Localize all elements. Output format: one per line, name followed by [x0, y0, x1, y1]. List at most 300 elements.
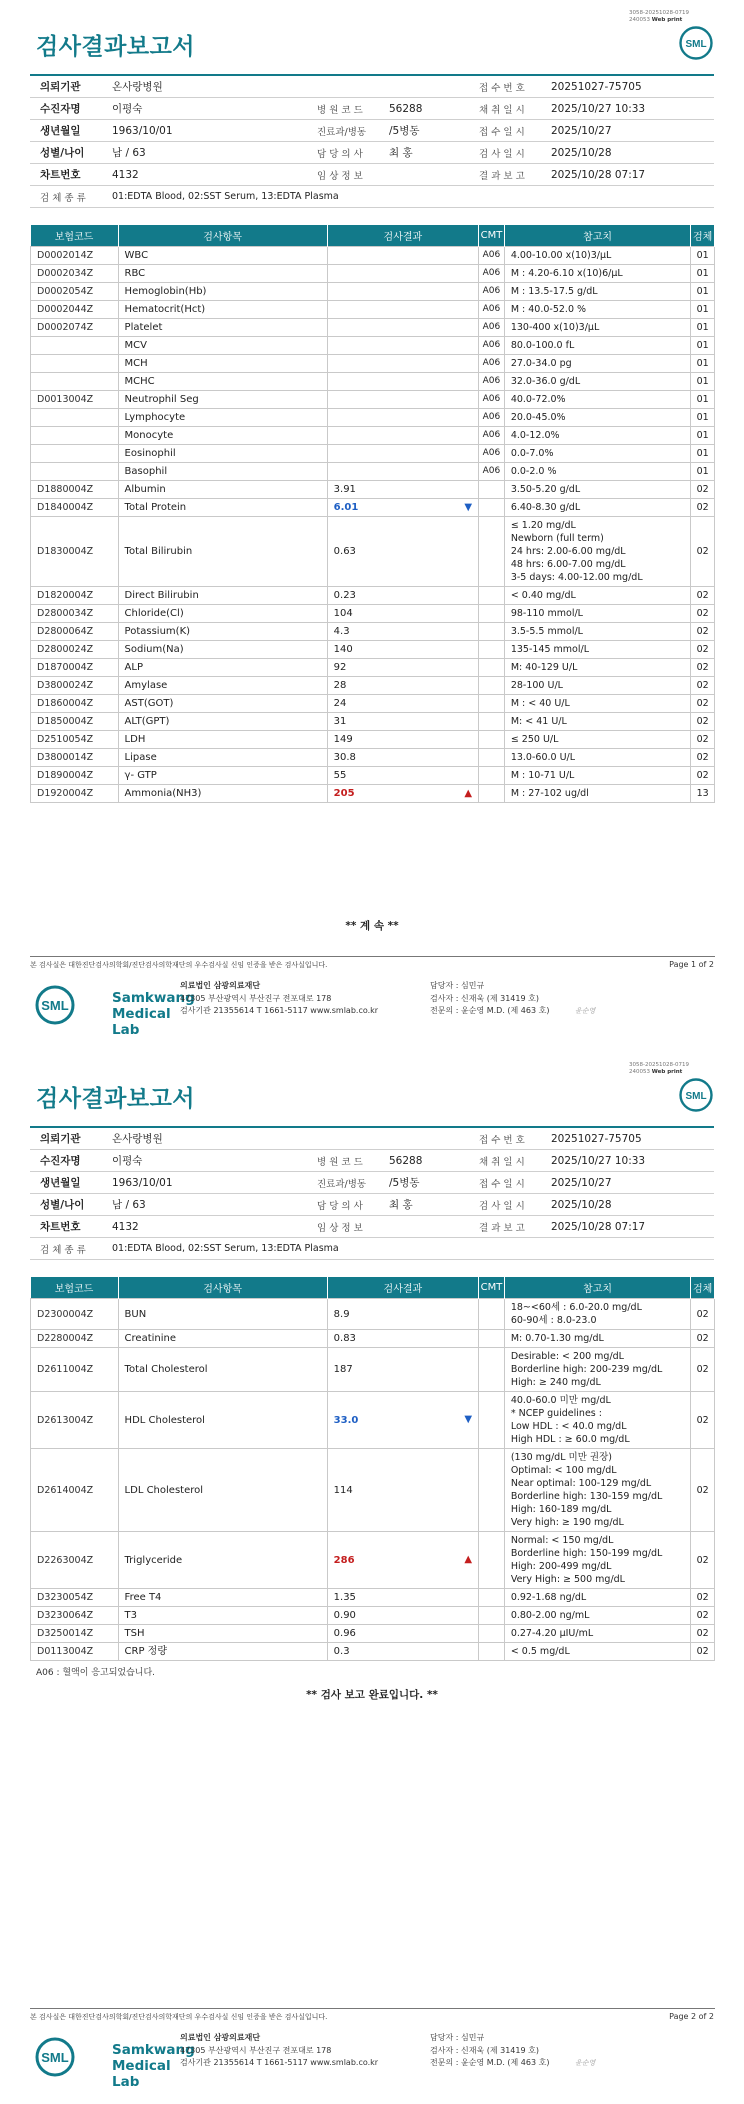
reference-line: ≤ 1.20 mg/dL [510, 520, 576, 531]
reference-line: Very high: ≥ 190 mg/dL [510, 1517, 624, 1528]
cell-result [327, 641, 478, 659]
cell-item: Chloride(Cl) [118, 605, 327, 623]
svg-text:SML: SML [685, 39, 707, 50]
cell-code: D1860004Z [31, 695, 119, 713]
result-value: 6.01 [333, 502, 359, 513]
cell-cmt [479, 731, 505, 749]
label-hcode: 병 원 코 드 [307, 98, 379, 120]
table-row [31, 355, 715, 373]
cell-item: Ammonia(NH3) [118, 785, 327, 803]
cell-cmt [479, 1589, 505, 1607]
value-received: 2025/10/27 [541, 1172, 714, 1194]
result-value: 92 [333, 662, 347, 673]
cell-item: Albumin [118, 481, 327, 499]
header-specimen: 검체 [691, 225, 715, 247]
cell-code: D0002034Z [31, 265, 119, 283]
cell-item: Direct Bilirubin [118, 587, 327, 605]
high-flag-icon: ▲ [464, 787, 473, 799]
cell-reference [504, 283, 690, 301]
cell-specimen: 02 [691, 641, 715, 659]
cell-result [327, 247, 478, 265]
cell-item: Total Bilirubin [118, 517, 327, 587]
reference-line: 135-145 mmol/L [510, 644, 589, 655]
report-title: 검사결과보고서 [36, 1086, 196, 1112]
cell-cmt [479, 1392, 505, 1449]
table-row [31, 677, 715, 695]
cell-cmt [479, 1607, 505, 1625]
staff-info [430, 980, 549, 1018]
cell-result [327, 1449, 478, 1532]
cell-reference [504, 1392, 690, 1449]
reference-line: 28-100 U/L [510, 680, 563, 691]
result-value: 0.96 [333, 1628, 356, 1639]
cell-code: D2280004Z [31, 1330, 119, 1348]
cell-specimen: 02 [691, 677, 715, 695]
cell-specimen: 02 [691, 713, 715, 731]
value-test-date: 2025/10/28 [541, 1194, 714, 1216]
cell-code: D0002054Z [31, 283, 119, 301]
cell-result [327, 767, 478, 785]
footer-divider [30, 956, 715, 957]
cell-code [31, 445, 119, 463]
cell-cmt [479, 695, 505, 713]
cell-cmt [479, 1348, 505, 1392]
cell-reference [504, 641, 690, 659]
cell-item: CRP 정량 [118, 1643, 327, 1661]
cell-code [31, 463, 119, 481]
cell-cmt: A06 [479, 301, 505, 319]
cell-reference [504, 785, 690, 803]
reference-line: Borderline high: 130-159 mg/dL [510, 1491, 663, 1502]
cell-specimen: 02 [691, 1392, 715, 1449]
cell-result [327, 1607, 478, 1625]
table-row [31, 1330, 715, 1348]
sml-logo-icon [678, 25, 714, 61]
reference-line: Near optimal: 100-129 mg/dL [510, 1478, 652, 1489]
cell-reference [504, 481, 690, 499]
cell-code [31, 373, 119, 391]
cell-cmt [479, 517, 505, 587]
cell-specimen: 02 [691, 767, 715, 785]
result-value: 3.91 [333, 484, 356, 495]
cell-item: Hematocrit(Hct) [118, 301, 327, 319]
cell-item: Sodium(Na) [118, 641, 327, 659]
cell-reference [504, 1348, 690, 1392]
result-value: 104 [333, 608, 353, 619]
samkwang-logo-icon [34, 984, 76, 1026]
result-value: 0.23 [333, 590, 356, 601]
reference-line: High: 200-499 mg/dL [510, 1561, 612, 1572]
reference-line: 98-110 mmol/L [510, 608, 583, 619]
cell-result [327, 623, 478, 641]
cell-reference [504, 749, 690, 767]
complete-text: ** 검사 보고 완료입니다. ** [306, 1689, 438, 1701]
label-physician: 전문의 : [430, 1006, 459, 1015]
cell-code: D1880004Z [31, 481, 119, 499]
result-value: 55 [333, 770, 347, 781]
reference-line: 60-90세 : 8.0-23.0 [510, 1315, 597, 1326]
reference-line: 27.0-34.0 pg [510, 358, 572, 369]
value-report-date: 2025/10/28 07:17 [541, 164, 714, 186]
label-dept: 진료과/병동 [307, 1172, 379, 1194]
cell-reference [504, 1625, 690, 1643]
cell-reference [504, 1643, 690, 1661]
value-sex-age: 남 / 63 [102, 142, 307, 164]
reference-line: 3.50-5.20 g/dL [510, 484, 581, 495]
cell-code: D3800024Z [31, 677, 119, 695]
value-recno: 20251027-75705 [541, 75, 714, 98]
label-name: 수진자명 [30, 1150, 102, 1172]
cell-code: D1850004Z [31, 713, 119, 731]
result-value: 30.8 [333, 752, 356, 763]
results-table [30, 1277, 715, 1661]
cell-cmt [479, 749, 505, 767]
cell-cmt [479, 499, 505, 517]
table-row [31, 409, 715, 427]
lab-info [180, 980, 378, 1018]
table-row [31, 445, 715, 463]
cell-item: γ- GTP [118, 767, 327, 785]
reference-line: Optimal: < 100 mg/dL [510, 1465, 617, 1476]
cell-item: Potassium(K) [118, 623, 327, 641]
cell-specimen: 01 [691, 391, 715, 409]
signature: 윤순영 [575, 1007, 596, 1015]
low-flag-icon: ▼ [464, 1413, 473, 1425]
cell-cmt: A06 [479, 337, 505, 355]
table-row [31, 265, 715, 283]
cell-item: AST(GOT) [118, 695, 327, 713]
reference-line: Borderline high: 150-199 mg/dL [510, 1548, 663, 1559]
cell-cmt: A06 [479, 373, 505, 391]
cell-code: D1820004Z [31, 587, 119, 605]
label-physician: 전문의 : [430, 2058, 459, 2067]
header-result: 검사결과 [327, 1277, 478, 1299]
cell-item: LDH [118, 731, 327, 749]
cell-item: ALP [118, 659, 327, 677]
table-row [31, 499, 715, 517]
header-code: 보험코드 [31, 225, 119, 247]
table-row [31, 391, 715, 409]
cell-result [327, 301, 478, 319]
cell-result [327, 1625, 478, 1643]
cell-cmt: A06 [479, 265, 505, 283]
cell-result [327, 373, 478, 391]
cell-cmt: A06 [479, 319, 505, 337]
cell-item: T3 [118, 1607, 327, 1625]
cell-cmt: A06 [479, 409, 505, 427]
cell-reference [504, 731, 690, 749]
result-value: 114 [333, 1484, 353, 1496]
value-sex-age: 남 / 63 [102, 1194, 307, 1216]
value-chart: 4132 [102, 164, 307, 186]
cell-item: BUN [118, 1299, 327, 1330]
reference-line: 13.0-60.0 U/L [510, 752, 576, 763]
cell-cmt [479, 767, 505, 785]
table-row [31, 247, 715, 265]
reference-line: 6.40-8.30 g/dL [510, 502, 581, 513]
reference-line: Normal: < 150 mg/dL [510, 1535, 614, 1546]
reference-line: Low HDL : < 40.0 mg/dL [510, 1421, 627, 1432]
reference-line: M : < 40 U/L [510, 698, 570, 709]
table-row [31, 1625, 715, 1643]
cell-specimen: 02 [691, 1625, 715, 1643]
value-specimen: 01:EDTA Blood, 02:SST Serum, 13:EDTA Plasma [102, 1238, 714, 1260]
cell-item: Free T4 [118, 1589, 327, 1607]
reference-line: M : 10-71 U/L [510, 770, 575, 781]
patient-info-table [30, 74, 714, 208]
cell-item: Monocyte [118, 427, 327, 445]
table-row [31, 1449, 715, 1532]
label-manager: 담당자 : [430, 2033, 459, 2042]
cell-cmt [479, 1330, 505, 1348]
cell-reference [504, 355, 690, 373]
cell-code: D2611004Z [31, 1348, 119, 1392]
web-print-label: Web print [651, 1069, 683, 1075]
value-clinical-info [379, 1216, 469, 1238]
certification-text: 본 검사실은 대한진단검사의학회/진단검사의학재단의 우수검사실 신임 인증을 받은 검사실입니다. [30, 2013, 328, 2021]
cell-specimen: 02 [691, 1348, 715, 1392]
value-name: 이평숙 [102, 98, 307, 120]
label-doctor: 담 당 의 사 [307, 142, 379, 164]
cell-item: RBC [118, 265, 327, 283]
label-test-date: 검 사 일 시 [469, 142, 541, 164]
value-birth: 1963/10/01 [102, 120, 307, 142]
cell-result [327, 677, 478, 695]
value-birth: 1963/10/01 [102, 1172, 307, 1194]
cell-item: Neutrophil Seg [118, 391, 327, 409]
cell-code: D2800034Z [31, 605, 119, 623]
lab-org-name: 의료법인 삼광의료재단 [180, 981, 261, 990]
cell-result [327, 605, 478, 623]
print-code-line: 240053 [629, 17, 651, 23]
value-test-date: 2025/10/28 [541, 142, 714, 164]
table-row [31, 767, 715, 785]
result-value: 0.90 [333, 1610, 356, 1621]
cell-result [327, 713, 478, 731]
table-row [31, 373, 715, 391]
reference-line: 32.0-36.0 g/dL [510, 376, 581, 387]
reference-line: High: ≥ 240 mg/dL [510, 1377, 601, 1388]
cell-cmt [479, 785, 505, 803]
cell-specimen: 02 [691, 1299, 715, 1330]
table-row [31, 481, 715, 499]
cell-cmt [479, 659, 505, 677]
reference-line: < 0.5 mg/dL [510, 1646, 570, 1657]
cell-cmt [479, 641, 505, 659]
value-manager: 심민규 [460, 2033, 485, 2042]
label-doctor: 담 당 의 사 [307, 1194, 379, 1216]
cell-item: Creatinine [118, 1330, 327, 1348]
high-flag-icon: ▲ [464, 1553, 473, 1565]
result-value: 24 [333, 698, 347, 709]
lab-address: 47305 부산광역시 부산진구 전포대로 178 [180, 993, 332, 1003]
cell-specimen: 02 [691, 517, 715, 587]
value-hcode: 56288 [379, 1150, 469, 1172]
cell-item: MCHC [118, 373, 327, 391]
table-row [31, 463, 715, 481]
cell-specimen: 02 [691, 695, 715, 713]
result-value: 1.35 [333, 1592, 356, 1603]
cell-cmt [479, 623, 505, 641]
cell-reference [504, 499, 690, 517]
cell-cmt [479, 605, 505, 623]
cell-item: MCH [118, 355, 327, 373]
reference-line: 0.0-7.0% [510, 448, 554, 459]
label-recno: 접 수 번 호 [469, 75, 541, 98]
reference-line: Newborn (full term) [510, 533, 604, 544]
value-tester: 신재욱 (제 31419 호) [460, 993, 539, 1003]
cell-item: Total Cholesterol [118, 1348, 327, 1392]
page-number: Page 2 of 2 [669, 2012, 714, 2021]
certification-text: 본 검사실은 대한진단검사의학회/진단검사의학재단의 우수검사실 신임 인증을 받은 검사실입니다. [30, 961, 328, 969]
cell-item: WBC [118, 247, 327, 265]
cell-specimen: 01 [691, 247, 715, 265]
cell-item: Platelet [118, 319, 327, 337]
reference-line: M : 13.5-17.5 g/dL [510, 286, 598, 297]
label-sex-age: 성별/나이 [30, 142, 102, 164]
cell-specimen: 01 [691, 301, 715, 319]
cell-code: D2300004Z [31, 1299, 119, 1330]
reference-line: 0.80-2.00 ng/mL [510, 1610, 590, 1621]
label-collection: 채 취 일 시 [469, 98, 541, 120]
cell-specimen: 02 [691, 659, 715, 677]
brand-line: Medical Lab [112, 1006, 171, 1038]
cell-reference [504, 265, 690, 283]
cell-result [327, 785, 478, 803]
label-hcode: 병 원 코 드 [307, 1150, 379, 1172]
value-org: 온사랑병원 [102, 1127, 469, 1150]
result-value: 33.0 [333, 1414, 359, 1426]
result-value: 140 [333, 644, 353, 655]
cell-code: D1920004Z [31, 785, 119, 803]
cell-result [327, 517, 478, 587]
cell-code: D1840004Z [31, 499, 119, 517]
print-code [629, 1062, 689, 1076]
cell-item: Hemoglobin(Hb) [118, 283, 327, 301]
label-dept: 진료과/병동 [307, 120, 379, 142]
label-specimen: 검 체 종 류 [30, 186, 102, 208]
result-value: 286 [333, 1554, 355, 1566]
cell-specimen: 02 [691, 749, 715, 767]
lab-org-name: 의료법인 삼광의료재단 [180, 2033, 261, 2042]
label-clinical-info: 임 상 정 보 [307, 164, 379, 186]
cell-reference [504, 677, 690, 695]
cell-code: D2263004Z [31, 1532, 119, 1589]
value-name: 이평숙 [102, 1150, 307, 1172]
cell-reference [504, 1449, 690, 1532]
cell-reference [504, 247, 690, 265]
label-received: 접 수 일 시 [469, 1172, 541, 1194]
label-collection: 채 취 일 시 [469, 1150, 541, 1172]
cell-result [327, 1330, 478, 1348]
cell-item: Basophil [118, 463, 327, 481]
result-value: 0.63 [333, 546, 356, 557]
table-row [31, 1299, 715, 1330]
brand-line: Samkwang [112, 2042, 195, 2058]
cell-code: D0002014Z [31, 247, 119, 265]
label-tester: 검사자 : [430, 993, 459, 1003]
value-report-date: 2025/10/28 07:17 [541, 1216, 714, 1238]
cell-cmt [479, 481, 505, 499]
table-row [31, 1607, 715, 1625]
cell-item: Triglyceride [118, 1532, 327, 1589]
cell-specimen: 01 [691, 337, 715, 355]
cell-reference [504, 301, 690, 319]
print-code [629, 10, 689, 24]
cell-reference [504, 319, 690, 337]
cell-specimen: 01 [691, 409, 715, 427]
cell-code: D0002074Z [31, 319, 119, 337]
low-flag-icon: ▼ [464, 501, 473, 513]
cell-item: Lipase [118, 749, 327, 767]
cell-specimen: 02 [691, 1589, 715, 1607]
table-row [31, 1589, 715, 1607]
cell-specimen: 01 [691, 427, 715, 445]
reference-line: 18~<60세 : 6.0-20.0 mg/dL [510, 1302, 642, 1313]
cell-code: D2614004Z [31, 1449, 119, 1532]
cell-item: Lymphocyte [118, 409, 327, 427]
cell-result [327, 1299, 478, 1330]
label-name: 수진자명 [30, 98, 102, 120]
reference-line: 3.5-5.5 mmol/L [510, 626, 583, 637]
cell-reference [504, 659, 690, 677]
cell-reference [504, 695, 690, 713]
header-code: 보험코드 [31, 1277, 119, 1299]
reference-line: M: < 41 U/L [510, 716, 567, 727]
value-collection: 2025/10/27 10:33 [541, 1150, 714, 1172]
header-item: 검사항목 [118, 225, 327, 247]
table-row [31, 587, 715, 605]
cell-specimen: 02 [691, 499, 715, 517]
table-row [31, 659, 715, 677]
staff-info [430, 2032, 549, 2070]
cell-result [327, 319, 478, 337]
cell-specimen: 02 [691, 623, 715, 641]
reference-line: 4.00-10.00 x(10)3/μL [510, 250, 612, 261]
sml-logo-icon [678, 1077, 714, 1113]
cell-result [327, 695, 478, 713]
cell-cmt: A06 [479, 427, 505, 445]
cell-code: D1870004Z [31, 659, 119, 677]
label-received: 접 수 일 시 [469, 120, 541, 142]
cell-result [327, 409, 478, 427]
cell-result [327, 283, 478, 301]
table-row [31, 337, 715, 355]
cell-item: LDL Cholesterol [118, 1449, 327, 1532]
cell-result [327, 337, 478, 355]
print-code-line: 240053 [629, 1069, 651, 1075]
table-row [31, 623, 715, 641]
label-birth: 생년월일 [30, 1172, 102, 1194]
cell-cmt [479, 1449, 505, 1532]
cell-code [31, 355, 119, 373]
label-tester: 검사자 : [430, 2045, 459, 2055]
cell-item: Total Protein [118, 499, 327, 517]
header-item: 검사항목 [118, 1277, 327, 1299]
continue-text: ** 계 속 ** [345, 920, 399, 932]
result-value: 4.3 [333, 626, 350, 637]
cell-specimen: 02 [691, 1449, 715, 1532]
value-physician: 윤순영 M.D. (제 463 호) [460, 1006, 550, 1015]
reference-line: 0.27-4.20 μIU/mL [510, 1628, 594, 1639]
cell-reference [504, 463, 690, 481]
reference-line: ≤ 250 U/L [510, 734, 559, 745]
samkwang-logo [34, 984, 195, 1038]
reference-line: M : 40.0-52.0 % [510, 304, 587, 315]
value-manager: 심민규 [460, 981, 485, 990]
cell-reference [504, 767, 690, 785]
print-code-line: 3058-20251028-0719 [629, 10, 689, 16]
